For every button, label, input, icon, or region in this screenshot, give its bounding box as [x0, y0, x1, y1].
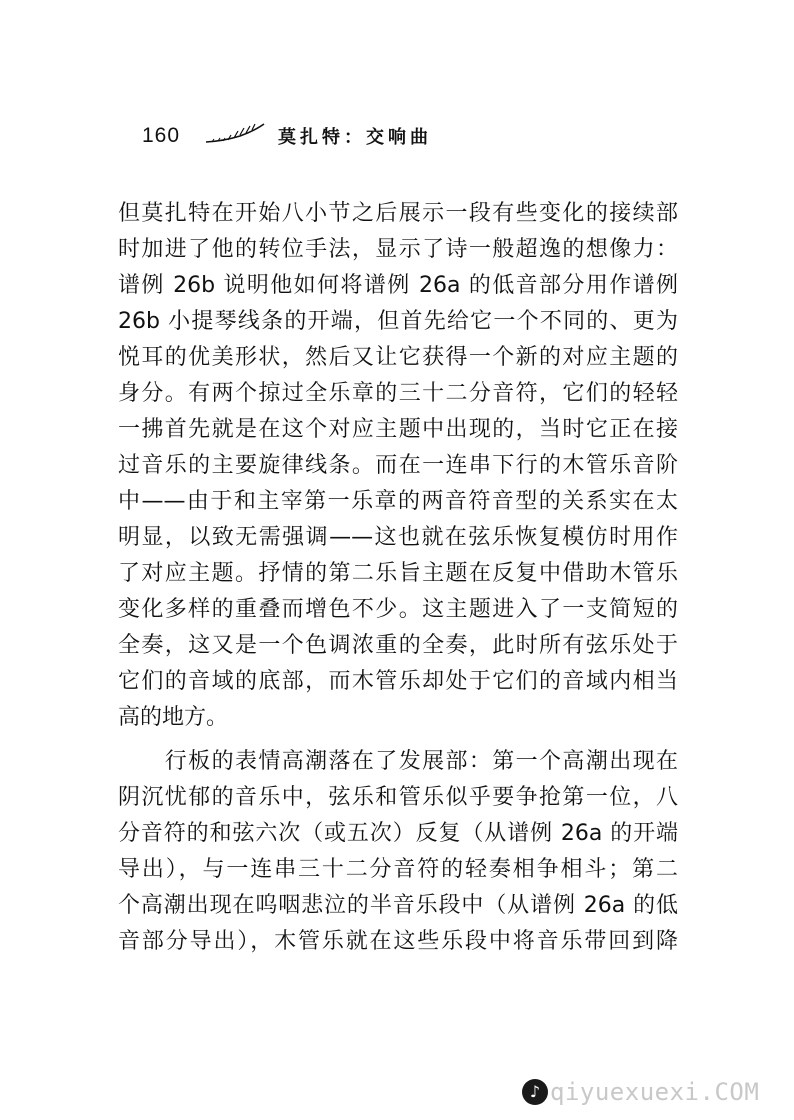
text-line: 行板的表情高潮落在了发展部：第一个高潮出现在	[118, 749, 678, 774]
text-line: 中——由于和主宰第一乐章的两音符音型的关系实在太	[118, 489, 678, 514]
paragraph-gap	[118, 736, 678, 744]
paragraph-1	[118, 196, 678, 736]
body-text	[118, 196, 678, 960]
text-line: 全奏，这又是一个色调浓重的全奏，此时所有弦乐处于	[118, 633, 678, 658]
text-line: 一拂首先就是在这个对应主题中出现的，当时它正在接	[118, 417, 678, 442]
text-line: 悦耳的优美形状，然后又让它获得一个新的对应主题的	[118, 345, 678, 370]
text-line: 身分。有两个掠过全乐章的三十二分音符，它们的轻轻	[118, 381, 678, 406]
running-header	[142, 122, 462, 152]
page-number: 160	[142, 124, 181, 147]
text-line: 明显，以致无需强调——这也就在弦乐恢复模仿时用作	[118, 525, 678, 550]
text-line: 个高潮出现在呜咽悲泣的半音乐段中（从谱例 26a 的低	[118, 893, 678, 918]
text-line: 它们的音域的底部，而木管乐却处于它们的音域内相当	[118, 669, 678, 694]
text-line: 但莫扎特在开始八小节之后展示一段有些变化的接续部	[118, 201, 678, 226]
text-line: 分音符的和弦六次（或五次）反复（从谱例 26a 的开端	[118, 821, 678, 846]
text-line: 阴沉忧郁的音乐中，弦乐和管乐似乎要争抢第一位，八	[118, 785, 678, 810]
running-title: 莫扎特：交响曲	[278, 127, 432, 148]
text-line: 音部分导出），木管乐就在这些乐段中将音乐带回到降	[118, 929, 678, 954]
watermark-text: qiyuexuexi.COM	[550, 1078, 760, 1106]
text-line: 谱例 26b 说明他如何将谱例 26a 的低音部分用作谱例	[118, 273, 678, 298]
feather-ornament-icon	[204, 122, 266, 146]
music-note-icon: ♪	[522, 1079, 548, 1105]
text-line: 导出），与一连串三十二分音符的轻奏相争相斗；第二	[118, 857, 678, 882]
text-line: 时加进了他的转位手法，显示了诗一般超逸的想像力：	[118, 237, 678, 262]
paragraph-2	[118, 744, 678, 960]
text-line: 变化多样的重叠而增色不少。这主题进入了一支简短的	[118, 597, 678, 622]
text-line: 26b 小提琴线条的开端，但首先给它一个不同的、更为	[118, 309, 678, 334]
text-line: 了对应主题。抒情的第二乐旨主题在反复中借助木管乐	[118, 561, 678, 586]
site-watermark	[522, 1072, 784, 1112]
text-line: 高的地方。	[118, 705, 229, 730]
text-line: 过音乐的主要旋律线条。而在一连串下行的木管乐音阶	[118, 453, 678, 478]
